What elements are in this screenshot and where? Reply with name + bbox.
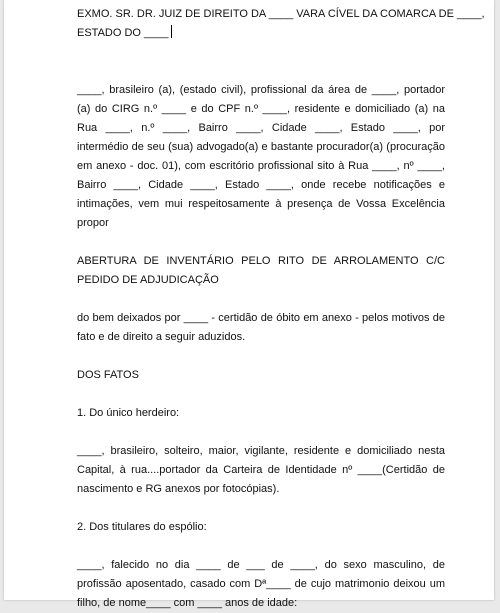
item-1-text: ____, brasileiro, solteiro, maior, vigilante, residente e domiciliado nesta Capital, à rua....portador da Carteira de Identidade nº ____(Certidão de nascimento e RG anexos por fotocópias). bbox=[77, 445, 445, 495]
item-1-heading: 1. Do único herdeiro: bbox=[77, 407, 180, 419]
action-title: ABERTURA DE INVENTÁRIO PELO RITO DE ARROLAMENTO C/C PEDIDO DE ADJUDICAÇÃO bbox=[77, 255, 445, 286]
qualification-paragraph: ____, brasileiro (a), (estado civil), profissional da área de ____, portador (a) do CIRG n.º ____ e do CPF n.º ____, residente e domiciliado (a) na Rua ____, n.º ____, Bairro ____, Cidade ____, Estado ____, por intermédio de seu (sua) advogado(a) e bastante procurador(a) (procuração em anexo - doc. 01), com escritório profissional sito à Rua ____, nº ____, Bairro ____, Cidade ____, Estado ____, onde recebe notificações e intimações, vem mui respeitosamente à presença de Vossa Excelência propor bbox=[77, 84, 445, 229]
header-state: ESTADO DO ____ bbox=[77, 27, 169, 39]
document-body bbox=[77, 5, 485, 613]
item-2-heading: 2. Dos titulares do espólio: bbox=[77, 521, 207, 533]
header-line-1: EXMO. SR. DR. JUIZ DE DIREITO DA ____ VARA CÍVEL DA COMARCA DE ____, bbox=[77, 8, 485, 20]
text-cursor bbox=[171, 25, 172, 38]
item-2-text: ____, falecido no dia ____ de ___ de ____, do sexo masculino, de profissão aposentado, casado com Dª____ de cujo matrimonio deixou um filho, de nome____ com ____ anos de idade: bbox=[77, 559, 445, 609]
document-page bbox=[4, 0, 494, 609]
header-line-2 bbox=[77, 24, 445, 43]
section-heading-facts: DOS FATOS bbox=[77, 369, 139, 381]
object-paragraph: do bem deixados por ____ - certidão de óbito em anexo - pelos motivos de fato e de direito a seguir aduzidos. bbox=[77, 312, 445, 343]
